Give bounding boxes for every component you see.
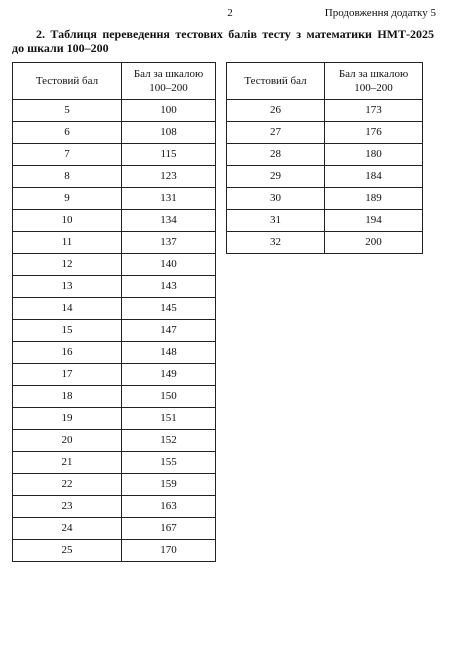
header-scale-score-line1: Бал за шкалою <box>338 68 409 80</box>
scale-score-cell: 176 <box>325 122 423 144</box>
test-score-cell: 31 <box>227 210 325 232</box>
table-row <box>13 408 216 430</box>
table-row <box>13 474 216 496</box>
scale-score-cell: 151 <box>122 408 216 430</box>
header-scale-score-line1: Бал за шкалою <box>133 68 204 80</box>
table-row <box>13 386 216 408</box>
test-score-cell: 12 <box>13 254 122 276</box>
scale-score-cell: 200 <box>325 232 423 254</box>
test-score-cell: 32 <box>227 232 325 254</box>
test-score-cell: 6 <box>13 122 122 144</box>
page-number: 2 <box>227 7 233 19</box>
conversion-table-left <box>12 62 216 562</box>
scale-score-cell: 150 <box>122 386 216 408</box>
table-row <box>227 100 423 122</box>
table-row <box>13 188 216 210</box>
test-score-cell: 14 <box>13 298 122 320</box>
test-score-cell: 17 <box>13 364 122 386</box>
test-score-cell: 27 <box>227 122 325 144</box>
test-score-cell: 13 <box>13 276 122 298</box>
scale-score-cell: 167 <box>122 518 216 540</box>
table-row <box>13 540 216 562</box>
test-score-cell: 30 <box>227 188 325 210</box>
scale-score-cell: 159 <box>122 474 216 496</box>
test-score-cell: 22 <box>13 474 122 496</box>
scale-score-cell: 180 <box>325 144 423 166</box>
scale-score-cell: 163 <box>122 496 216 518</box>
table-row <box>13 452 216 474</box>
header-test-score: Тестовий бал <box>227 63 325 100</box>
table-row <box>13 122 216 144</box>
scale-score-cell: 131 <box>122 188 216 210</box>
test-score-cell: 26 <box>227 100 325 122</box>
table-header-row <box>13 63 216 100</box>
table-row <box>13 144 216 166</box>
header-scale-score-line2: 100–200 <box>354 82 393 94</box>
test-score-cell: 5 <box>13 100 122 122</box>
table-row <box>227 232 423 254</box>
test-score-cell: 19 <box>13 408 122 430</box>
table-row <box>13 166 216 188</box>
scale-score-cell: 134 <box>122 210 216 232</box>
test-score-cell: 7 <box>13 144 122 166</box>
table-row <box>227 122 423 144</box>
scale-score-cell: 137 <box>122 232 216 254</box>
conversion-table-right <box>226 62 423 254</box>
test-score-cell: 29 <box>227 166 325 188</box>
test-score-cell: 25 <box>13 540 122 562</box>
scale-score-cell: 147 <box>122 320 216 342</box>
table-row <box>13 210 216 232</box>
table-row <box>13 254 216 276</box>
table-body-left <box>13 100 216 562</box>
table-row <box>227 166 423 188</box>
scale-score-cell: 140 <box>122 254 216 276</box>
test-score-cell: 21 <box>13 452 122 474</box>
scale-score-cell: 155 <box>122 452 216 474</box>
scale-score-cell: 108 <box>122 122 216 144</box>
test-score-cell: 16 <box>13 342 122 364</box>
test-score-cell: 10 <box>13 210 122 232</box>
table-row <box>13 364 216 386</box>
test-score-cell: 15 <box>13 320 122 342</box>
table-row <box>13 518 216 540</box>
running-header: Продовження додатку 5 <box>324 7 436 19</box>
table-row <box>227 210 423 232</box>
test-score-cell: 11 <box>13 232 122 254</box>
header-scale-score-line2: 100–200 <box>149 82 188 94</box>
table-row <box>13 430 216 452</box>
caption-line-2: до шкали 100–200 <box>12 41 109 55</box>
test-score-cell: 23 <box>13 496 122 518</box>
test-score-cell: 8 <box>13 166 122 188</box>
table-row <box>13 320 216 342</box>
scale-score-cell: 143 <box>122 276 216 298</box>
table-row <box>13 232 216 254</box>
scale-score-cell: 194 <box>325 210 423 232</box>
test-score-cell: 18 <box>13 386 122 408</box>
test-score-cell: 24 <box>13 518 122 540</box>
scale-score-cell: 145 <box>122 298 216 320</box>
scale-score-cell: 189 <box>325 188 423 210</box>
test-score-cell: 20 <box>13 430 122 452</box>
test-score-cell: 28 <box>227 144 325 166</box>
scale-score-cell: 152 <box>122 430 216 452</box>
scale-score-cell: 170 <box>122 540 216 562</box>
table-row <box>13 342 216 364</box>
scale-score-cell: 115 <box>122 144 216 166</box>
table-caption <box>12 27 434 55</box>
table-body-right <box>227 100 423 254</box>
table-row <box>227 144 423 166</box>
caption-line-1: 2. Таблиця переведення тестових балів тесту з математики НМТ-2025 <box>36 27 434 41</box>
table-row <box>13 276 216 298</box>
scale-score-cell: 148 <box>122 342 216 364</box>
scale-score-cell: 184 <box>325 166 423 188</box>
table-row <box>13 298 216 320</box>
table-row <box>227 188 423 210</box>
header-scale-score <box>122 63 216 100</box>
table-row <box>13 496 216 518</box>
header-scale-score <box>325 63 423 100</box>
scale-score-cell: 123 <box>122 166 216 188</box>
scale-score-cell: 149 <box>122 364 216 386</box>
scale-score-cell: 173 <box>325 100 423 122</box>
scale-score-cell: 100 <box>122 100 216 122</box>
table-header-row <box>227 63 423 100</box>
header-test-score: Тестовий бал <box>13 63 122 100</box>
test-score-cell: 9 <box>13 188 122 210</box>
table-row <box>13 100 216 122</box>
